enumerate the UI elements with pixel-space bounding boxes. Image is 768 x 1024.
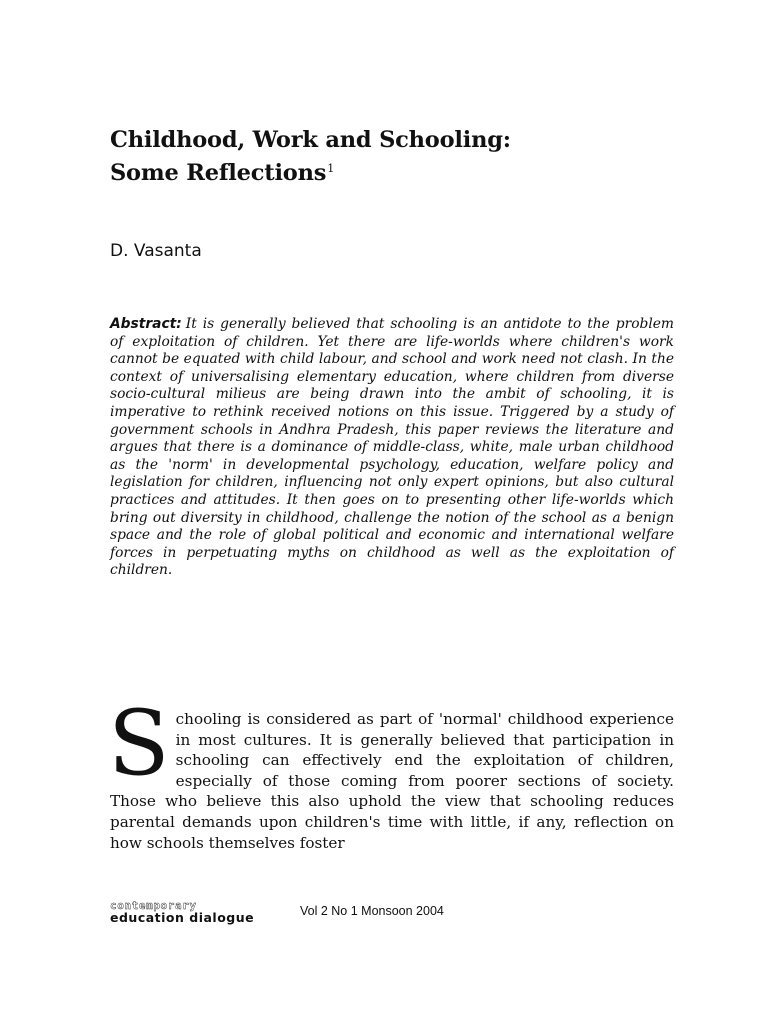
journal-logo-line-1: contemporary (110, 899, 197, 912)
drop-cap: S (108, 691, 170, 796)
article-title (110, 124, 670, 190)
footnote-marker: 1 (327, 161, 335, 175)
abstract (110, 316, 674, 580)
abstract-label: Abstract: (110, 316, 182, 332)
body-paragraph (108, 691, 674, 853)
journal-logo-line-2: education dialogue (110, 910, 255, 925)
article-title-line-2-text: Some Reflections (110, 160, 327, 186)
journal-logo (110, 900, 254, 925)
issue-info: Vol 2 No 1 Monsoon 2004 (300, 904, 444, 918)
article-title-line-2 (110, 157, 670, 190)
abstract-text: It is generally believed that schooling is an antidote to the problem of exploitation of children. Yet there are life-worlds where children's work cannot be equated with child labour, and school and work need not clash. In the context of universalising elementary education, where children from diverse socio-cultural milieus are being drawn into the ambit of schooling, it is imperative to rethink received notions on this issue. Triggered by a study of government schools in Andhra Pradesh, this paper reviews the literature and argues that there is a dominance of middle-class, white, male urban childhood as the 'norm' in developmental psychology, education, welfare policy and legislation for children, influencing not only expert opinions, but also cultural practices and attitudes. It then goes on to presenting other life-worlds which bring out diversity in childhood, challenge the notion of the school as a benign space and the role of global political and economic and international welfare forces in perpetuating myths on childhood as well as the exploitation of children. (110, 316, 674, 579)
page-footer (110, 900, 570, 930)
author-name: D. Vasanta (110, 241, 202, 261)
body-paragraph-text: chooling is considered as part of 'normal' childhood experience in most cultures. It is generally believed that participation in schooling can effectively end the exploitation of children, especially of those coming from poorer sections of society. Those who believe this also uphold the view that schooling reduces parental demands upon children's time with little, if any, reflection on how schools themselves foster (110, 710, 674, 852)
article-title-line-1: Childhood, Work and Schooling: (110, 127, 511, 153)
